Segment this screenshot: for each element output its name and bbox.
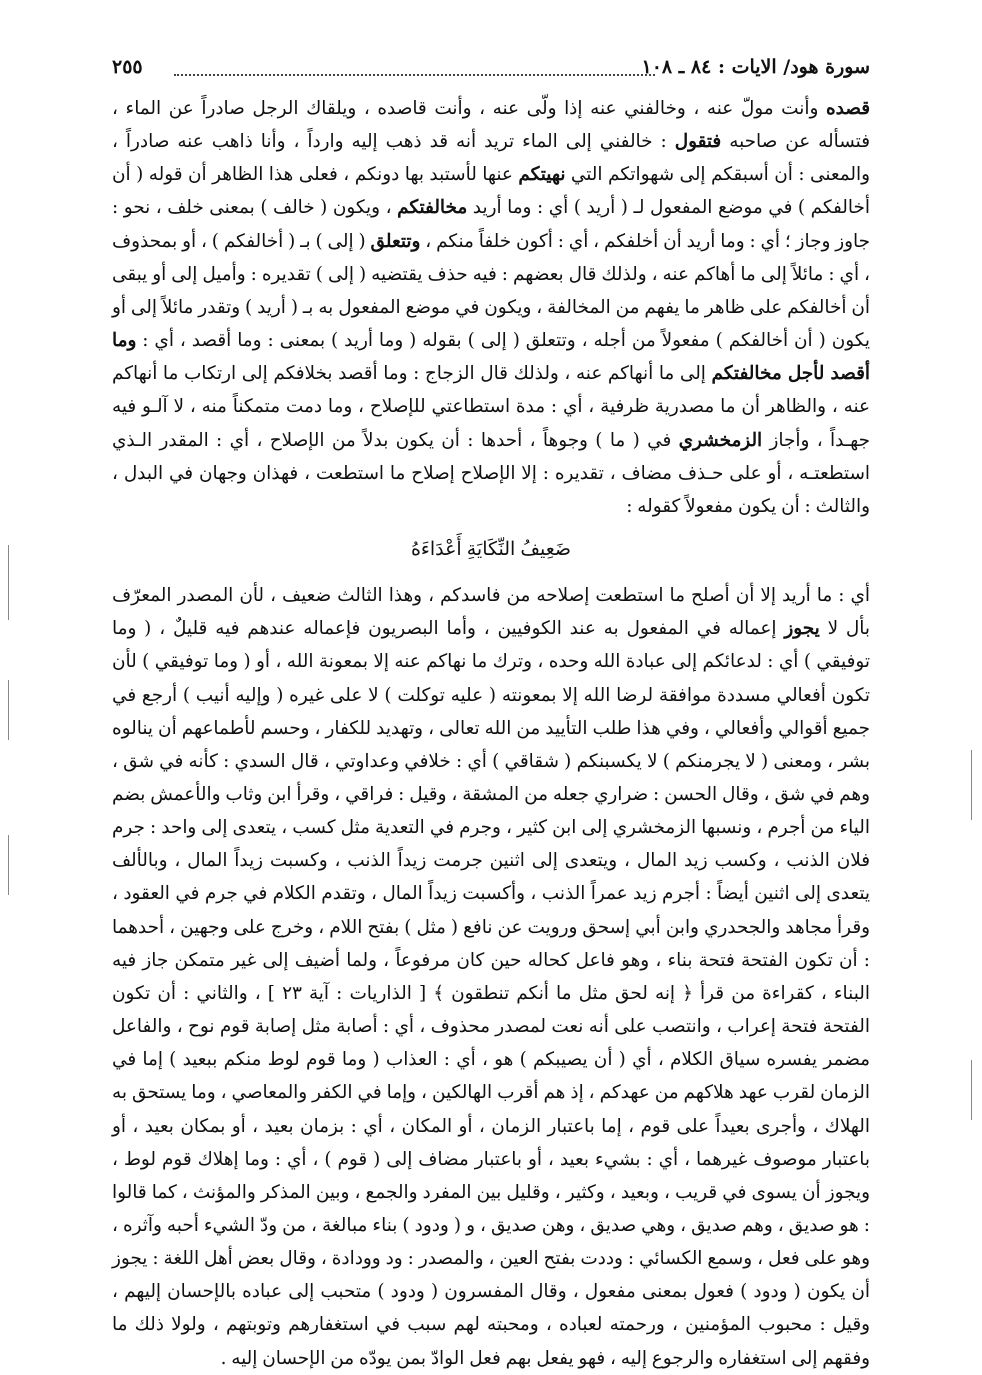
emphasis: نهيتكم <box>518 164 566 186</box>
running-header <box>112 56 870 86</box>
emphasis: وما أقصد لأجل مخالفتكم <box>112 330 871 385</box>
text-run: في ( ما ) وجوهاً ، أحدها : أن يكون بدلاً من الإصلاح ، أي : المقدر الـذي استطعتـه ، أو على حـذف مضاف ، تقديره : إلا الإصلاح إصلاح ما استطعت ، فهذان وجهان في البدل ، والثالث : أن يكون مفعولاً كقوله : <box>112 429 870 517</box>
emphasis: قصده <box>825 98 870 119</box>
scan-edge-mark <box>971 1060 972 1120</box>
text-run: ( إلى ) بـ ( أخالفكم ) ، أو بمحذوف ، أي : مائلاً إلى ما أهاكم عنه ، ولذلك قال بعضهم : فيه حذف يقتضيه ( إلى ) تقديره : وأميل إلى أو يبقى أن أخالفكم على ظاهر ما يفهم من المخالفة ، ويكون في موضع المفعول به بـ ( أريد ) وتقدر مائلاً إلى أو يكون ( أن أخالفكم ) مفعولاً من أجله ، وتتعلق ( إلى ) بقوله ( وما أريد ) بمعنى : وما أقصد ، أي : <box>112 230 870 352</box>
scan-edge-mark <box>8 835 9 895</box>
text-run: إعماله في المفعول به عند الكوفيين ، وأما البصريون فإعماله عندهم فيه قليلٌ ، ( وما توفيقي ) أي : لدعائكم إلى عبادة الله وحده ، وترك ما نهاكم عنه إلا بمعونة الله ، أو ( وما توفيقي ) لأن تكون أفعالي مسددة موافقة لرضا الله إلا بمعونته ( عليه توكلت ) لا على غيره ( وإليه أنيب ) أرجع في جميع أقوالي وأفعالي ، وفي هذا طلب التأييد من الله تعالى ، وتهديد للكفار ، وحسم لأطماعهم أن ينالوه بشر ، ومعنى ( لا يجرمنكم ) لا يكسبنكم ( شقاقي ) أي : خلافي وعداوتي ، قال السدي : كأنه في شق ، وهم في شق ، وقال الحسن : ضراري جعله من المشقة ، وقيل : فراقي ، وقرأ ابن وثاب والأعمش بضم الياء من أجرم ، ونسبها الزمخشري إلى ابن كثير ، وجرم في التعدية مثل كسب ، يتعدى إلى واحد : جرم فلان الذنب ، وكسب زيد المال ، ويتعدى إلى اثنين جرمت زيداً الذنب ، وكسبت زيداً المال ، وبالألف يتعدى إلى اثنين أيضاً : أجرم زيد عمراً الذنب ، وأكسبت زيداً المال ، وتقدم الكلام في جرم في العقود ، وقرأ مجاهد والجحدري وابن أبي إسحق ورويت عن نافع ( مثل ) بفتح اللام ، وخرج على وجهين ، أحدهما : أن تكون الفتحة فتحة بناء ، وهو فاعل كحاله حين كان مرفوعاً ، ولما أضيف إلى غير متمكن جاز فيه البناء ، كقراءة من قرأ ﴿ إنه لحق مثل ما أنكم تنطقون ﴾ [ الذاريات : آية ٢٣ ] ، والثاني : أن تكون الفتحة فتحة إعراب ، وانتصب على أنه نعت لمصدر محذوف ، أي : أصابة مثل إصابة قوم نوح ، والفاعل مضمر يفسره سياق الكلام ، أي ( أن يصيبكم ) هو ، أي : العذاب ( وما قوم لوط منكم ببعيد ) إما في الزمان لقرب عهد هلاكهم من عهدكم ، إذ هم أقرب الهالكين ، وإما في الكفر والمعاصي ، وما يستحق به الهلاك ، وأجرى بعيداً على قوم ، إما باعتبار الزمان ، أو المكان ، أي : بزمان بعيد ، أو بمكان بعيد ، أو باعتبار موصوف غيرهما ، أي : بشيء بعيد ، أو باعتبار مضاف إلى ( قوم ) ، أي : وما إهلاك قوم لوط ، ويجوز أن يسوى في قريب ، وبعيد ، وكثير ، وقليل بين المفرد والجمع ، وبين المذكر والمؤنث ، كما قالوا : هو صديق ، وهم صديق ، وهي صديق ، وهن صديق ، و ( ودود ) بناء مبالغة ، من ودّ الشيء أحبه وآثره ، وهو على فعل ، وسمع الكسائي : وددت بفتح العين ، والمصدر : ود وودادة ، وقال بعض أهل اللغة : يجوز أن يكون ( ودود ) فعول بمعنى مفعول ، وقال المفسرون ( ودود ) متحبب إلى عباده بالإحسان إليهم ، وقيل : محبوب المؤمنين ، ورحمته لعباده ، ومحبته لهم سبب في استغفارهم وتوبتهم ، ولولا ذلك ما وفقهم إلى استغفاره والرجوع إليه ، فهو يفعل بهم فعل الوادّ بمن يودّه من الإحسان إليه . <box>112 618 870 1369</box>
poetry-verse: ضَعِيفُ النِّكَايَةِ أَعْدَاءَهُ <box>410 538 572 561</box>
paragraph-1 <box>112 92 870 523</box>
text-run: وأنت مولّ عنه ، وخالفني عنه إذا ولّى عنه ، وأنت قاصده ، ويلقاك الرجل صادراً عن الماء ، فتسأله عن صاحبه <box>112 98 870 153</box>
scan-edge-mark <box>8 545 9 620</box>
text-run: عنها لأستبد بها دونكم ، فعلى هذا الظاهر أن قوله ( أن أخالفكم ) في موضع المفعول لـ ( أريد ) أي : وما أريد <box>112 164 870 219</box>
emphasis: وتتعلق <box>370 230 421 252</box>
scan-edge-mark <box>971 750 972 820</box>
surah-title: سورة هود/ الايات : ٨٤ ـ ١٠٨ <box>641 56 870 78</box>
text-run: ، ويكون ( خالف ) بمعنى خلف ، نحو : جاوز وجاز ؛ أي : وما أريد أن أخلفكم ، أي : أكون خلفاً منكم ، <box>112 197 870 252</box>
emphasis: فتقول <box>674 131 722 153</box>
paragraph-2 <box>112 579 870 1375</box>
page-number: ٢٥٥ <box>112 56 143 78</box>
commentary-text <box>112 92 870 1375</box>
emphasis: الزمخشري <box>678 429 763 451</box>
text-run: إلى ما أنهاكم عنه ، ولذلك قال الزجاج : وما أقصد بخلافكم إلى ارتكاب ما أنهاكم عنه ، والظاهر أن ما مصدرية ظرفية ، أي : مدة استطاعتي للإصلاح ، وما دمت متمكناً منه ، لا آلـو فيه جهـداً ، وأجاز <box>112 363 870 451</box>
emphasis: يجوز <box>784 618 820 640</box>
text-run: أي : ما أريد إلا أن أصلح ما استطعت إصلاحه من فاسدكم ، وهذا الثالث ضعيف ، لأن المصدر المعرّف بأل لا <box>112 585 871 640</box>
dotted-leader <box>174 74 655 76</box>
text-run: : خالفني إلى الماء تريد أنه قد ذهب إليه وارداً ، وأنا ذاهب عنه صادراً ، والمعنى : أن أسبقكم إلى شهواتكم التي <box>112 131 870 186</box>
emphasis: مخالفتكم <box>397 197 468 219</box>
scan-edge-mark <box>8 680 9 740</box>
